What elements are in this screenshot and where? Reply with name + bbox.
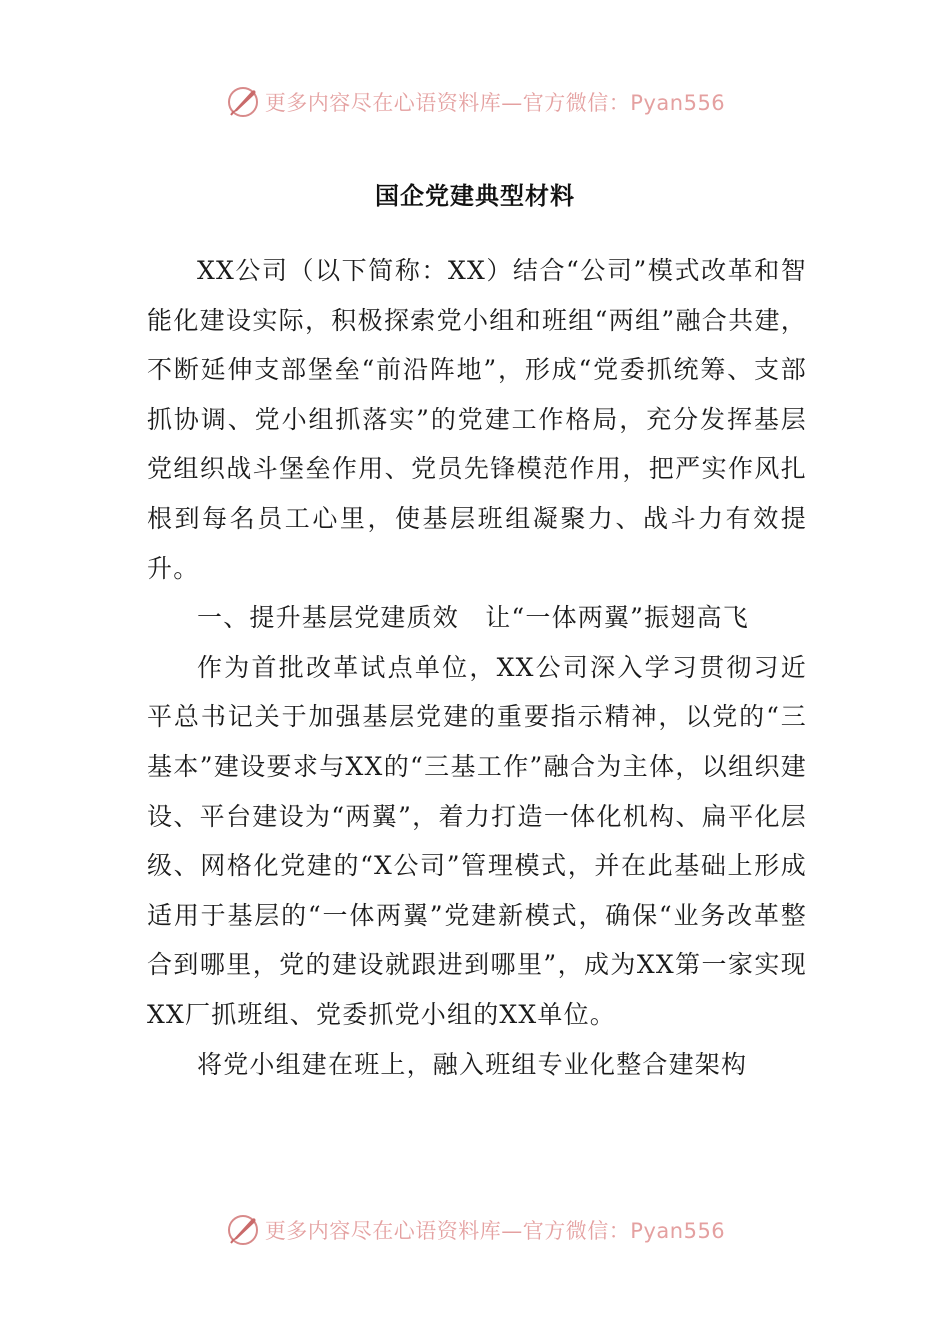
paragraph-intro: XX公司（以下简称：XX）结合“公司”模式改革和智能化建设实际，积极探索党小组和班组“两组”融合共建，不断延伸支部堡垒“前沿阵地”，形成“党委抓统筹、支部抓协调、党小组抓落实”的党建工作格局，充分发挥基层党组织战斗堡垒作用、党员先锋模范作用，把严实作风扎根到每名员工心里，使基层班组凝聚力、战斗力有效提升。 (147, 256, 807, 583)
watermark-text: 更多内容尽在心语资料库—官方微信：Pyan556 (264, 91, 726, 115)
quill-logo-icon (225, 84, 261, 120)
watermark-text: 更多内容尽在心语资料库—官方微信：Pyan556 (264, 1219, 726, 1243)
watermark-footer (0, 1210, 950, 1250)
section-heading-1: 一、提升基层党建质效 让“一体两翼”振翅高飞 (197, 603, 749, 633)
paragraph-section-1: 作为首批改革试点单位，XX公司深入学习贯彻习近平总书记关于加强基层党建的重要指示精神，以党的“三基本”建设要求与XX的“三基工作”融合为主体，以组织建设、平台建设为“两翼”，着力打造一体化机构、扁平化层级、网格化党建的“X公司”管理模式，并在此基础上形成适用于基层的“一体两翼”党建新模式，确保“业务改革整合到哪里，党的建设就跟进到哪里”，成为XX第一家实现XX厂抓班组、党委抓党小组的XX单位。 (147, 652, 807, 1029)
paragraph-subheading: 将党小组建在班上，融入班组专业化整合建架构 (197, 1049, 748, 1079)
watermark-header (0, 82, 950, 122)
document-title: 国企党建典型材料 (375, 182, 575, 210)
document-body (147, 246, 807, 1089)
quill-logo-icon (225, 1212, 261, 1248)
